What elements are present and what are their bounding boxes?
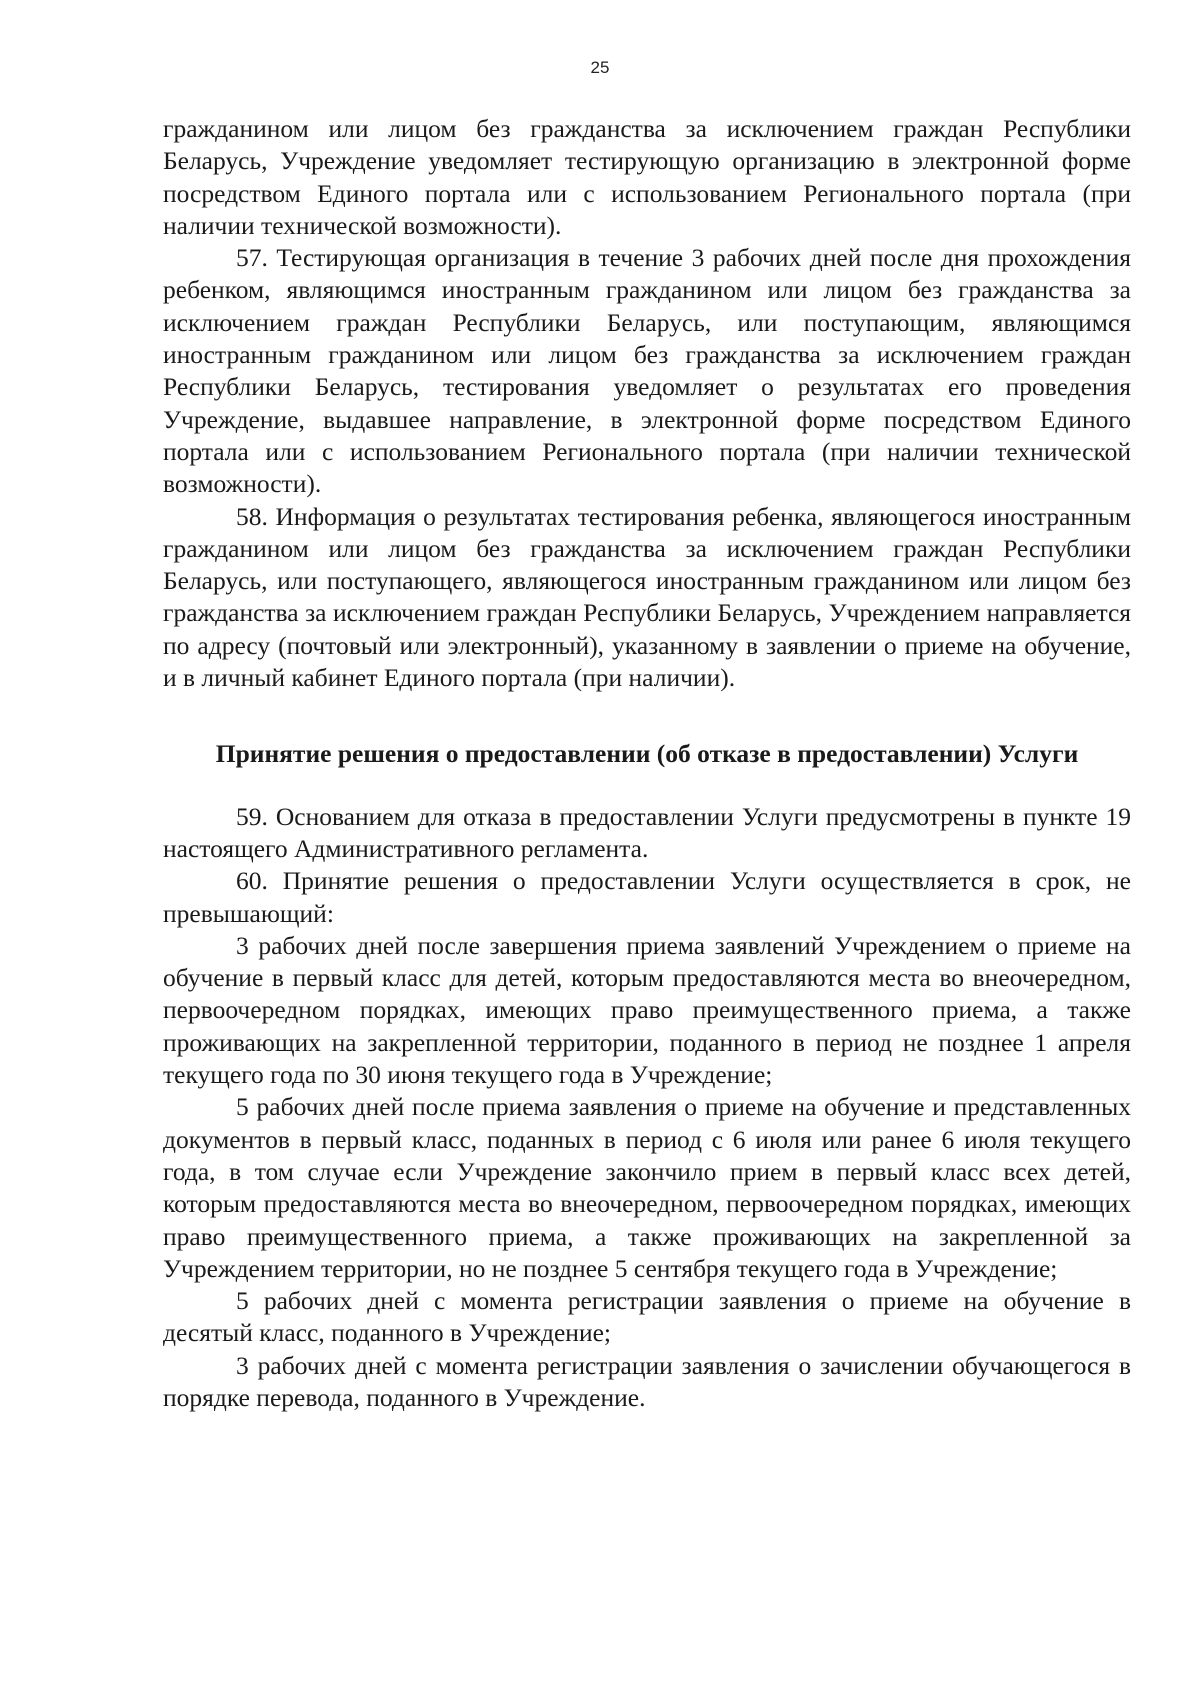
paragraph-59: 59. Основанием для отказа в предоставлении Услуги предусмотрены в пункте 19 настоящего Административного регламента. (163, 801, 1131, 863)
paragraph-57: 57. Тестирующая организация в течение 3 рабочих дней после дня прохождения ребенком, являющимся иностранным гражданином или лицом без гражданства за исключением граждан Республики Беларусь, или поступающим, являющимся иностранным гражданином или лицом без гражданства за исключением граждан Республики Беларусь, тестирования уведомляет о результатах его проведения Учреждение, выдавшее направление, в электронной форме посредством Единого портала или с использованием Регионального портала (при наличии технической возможности). (163, 243, 1131, 499)
list-item-deadline-first-grade-priority: 3 рабочих дней после завершения приема заявлений Учреждением о приеме на обучение в первый класс для детей, которым предоставляются места во внеочередном, первоочередном порядках, имеющих право преимущественного приема, а также проживающих на закрепленной территории, поданного в период не позднее 1 апреля текущего года по 30 июня текущего года в Учреждение; (163, 930, 1131, 1090)
list-item-deadline-first-grade-july: 5 рабочих дней после приема заявления о приеме на обучение и представленных документов в первый класс, поданных в период с 6 июля или ранее 6 июля текущего года, в том случае если Учреждение закончило прием в первый класс всех детей, которым предоставляются места во внеочередном, первоочередном порядках, имеющих право преимущественного приема, а также проживающих на закрепленной за Учреждением территории, но не позднее 5 сентября текущего года в Учреждение; (163, 1092, 1131, 1283)
paragraph-60: 60. Принятие решения о предоставлении Услуги осуществляется в срок, не превышающий: (163, 866, 1131, 928)
paragraph-58: 58. Информация о результатах тестирования ребенка, являющегося иностранным гражданином или лицом без гражданства за исключением граждан Республики Беларусь, или поступающего, являющегося иностранным гражданином или лицом без гражданства за исключением граждан Республики Беларусь, Учреждением направляется по адресу (почтовый или электронный), указанному в заявлении о приеме на обучение, и в личный кабинет Единого портала (при наличии). (163, 501, 1131, 693)
list-item-deadline-tenth-grade: 5 рабочих дней с момента регистрации заявления о приеме на обучение в десятый класс, поданного в Учреждение; (163, 1286, 1131, 1348)
page-number: 25 (590, 58, 610, 77)
paragraph-continuation: гражданином или лицом без гражданства за исключением граждан Республики Беларусь, Учреждение уведомляет тестирующую организацию в электронной форме посредством Единого портала или с использованием Регионального портала (при наличии технической возможности). (163, 114, 1131, 240)
document-body (163, 113, 1131, 1414)
list-item-deadline-transfer: 3 рабочих дней с момента регистрации заявления о зачислении обучающегося в порядке перевода, поданного в Учреждение. (163, 1350, 1131, 1412)
section-heading: Принятие решения о предоставлении (об отказе в предоставлении) Услуги (215, 739, 1079, 769)
